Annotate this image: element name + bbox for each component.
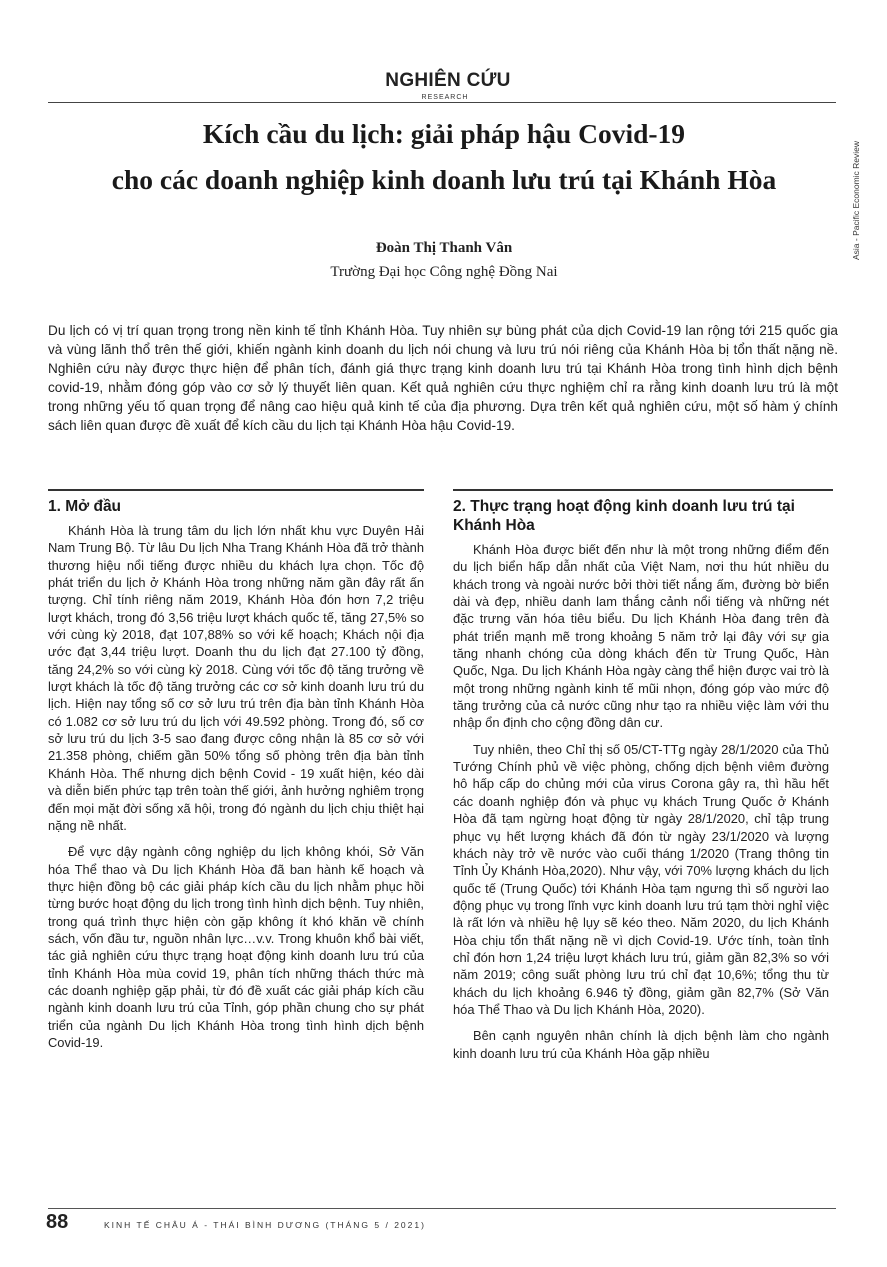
column-right — [453, 489, 829, 1062]
title-line-1: Kích cầu du lịch: giải pháp hậu Covid-19 — [202, 118, 686, 149]
paragraph: Khánh Hòa được biết đến như là một trong những điểm đến du lịch biển hấp dẫn nhất của Việt Nam, nơi thu hút nhiều du khách trong và ngoài nước bởi thời tiết nắng ấm, đường bờ biển dài và đẹp, nhiều danh lam thắng cảnh nổi tiếng và những nét đặc trưng văn hóa tiêu biểu. Du lịch Khánh Hòa đang trên đà phát triển mạnh mẽ trong khoảng 5 năm trở lại đây với sự gia tăng nhanh chóng của dòng khách đến từ Trung Quốc, Hàn Quốc, Nga. Du lịch Khánh Hòa ngày càng thể hiện được vai trò là một trong những ngành kinh tế mũi nhọn, đóng góp vào mức độ tăng trưởng của cả nước cũng như tạo ra nhiều việc làm với thu nhập ổn định cho cộng đồng dân cư. — [453, 542, 829, 731]
footer-journal-name: KINH TẾ CHÂU Á - THÁI BÌNH DƯƠNG (THÁNG 5 / 2021) — [104, 1220, 426, 1230]
author-name: Đoàn Thị Thanh Vân — [375, 240, 513, 256]
paragraph: Bên cạnh nguyên nhân chính là dịch bệnh làm cho ngành kinh doanh lưu trú của Khánh Hòa gặp nhiều — [453, 1028, 829, 1061]
page-number: 88 — [46, 1211, 69, 1233]
footer-rule — [48, 1208, 836, 1209]
title-line-2: cho các doanh nghiệp kinh doanh lưu trú tại Khánh Hòa — [111, 164, 777, 195]
author-affiliation: Trường Đại học Công nghệ Đồng Nai — [330, 264, 558, 280]
header-rule — [48, 102, 836, 103]
section-heading-intro: 1. Mở đầu — [48, 489, 424, 522]
paragraph: Để vực dậy ngành công nghiệp du lịch không khói, Sở Văn hóa Thể thao và Du lịch Khánh Hòa đã ban hành kế hoạch và thực hiện đồng bộ các giải pháp kích cầu du lịch nhằm phục hồi từng bước hoạt động du lịch trong tình hình dịch bệnh. Tuy nhiên, trong quá trình thực hiện còn gặp không ít khó khăn về chính sách, vốn đầu tư, nguồn nhân lực…v.v. Trong khuôn khổ bài viết, tác giả nghiên cứu thực trạng hoạt động kinh doanh lưu trú của tỉnh Khánh Hòa mùa covid 19, phân tích những thách thức mà các doanh nghiệp gặp phải, từ đó đề xuất các giải pháp kích cầu ngành kinh doanh lưu trú của Tỉnh, góp phần chung cho sự phát triển của ngành Du lịch Khánh Hòa trong tình hình dịch bệnh Covid-19. — [48, 844, 424, 1050]
paragraph: Tuy nhiên, theo Chỉ thị số 05/CT-TTg ngày 28/1/2020 của Thủ Tướng Chính phủ về việc phòng, chống dịch bệnh viêm đường hô hấp cấp do chủng mới của virus Corona gây ra, thì hầu hết các doanh nghiệp đón và phục vụ khách Trung Quốc ở Khánh Hòa đã tạm ngừng hoạt động từ ngày 28/1/2020, chỉ tập trung phục vụ hết lượng khách đã đón từ ngày 23/1/2020 và lượng khách này trở về nước vào cuối tháng 1/2020 (Trang thông tin Tỉnh Ủy Khánh Hòa,2020). Như vậy, với 70% lượng khách du lịch quốc tế (Trung Quốc) tới Khánh Hòa tạm ngưng thì số người lao động phục vụ trong lĩnh vực kinh doanh lưu trú tạm thời nghỉ việc là rất lớn và nhiều hệ lụy sẽ kéo theo. Năm 2020, du lịch Khánh Hòa chịu tổn thất nặng nề vì dịch Covid-19. Ước tính, toàn tỉnh chỉ đón hơn 1,24 triệu lượt khách lưu trú, giảm gần 82,3% so với năm 2019; công suất phòng lưu trú chỉ đạt 10,6%; tổng thu từ khách du lịch khoảng 6.946 tỷ đồng, giảm gần 82,7% (Sở Văn hóa Thể Thao và Du lịch Khánh Hòa, 2020). — [453, 741, 829, 1017]
side-journal-name: Asia - Pacific Economic Review — [851, 140, 861, 260]
article-title — [60, 111, 828, 203]
section-label: NGHIÊN CỨU — [385, 70, 511, 91]
section-heading-status: 2. Thực trạng hoạt động kinh doanh lưu trú tại Khánh Hòa — [453, 489, 833, 541]
paragraph: Khánh Hòa là trung tâm du lịch lớn nhất khu vực Duyên Hải Nam Trung Bộ. Từ lâu Du lịch Nha Trang Khánh Hòa đã trở thành thương hiệu nổi tiếng được nhiều du khách lựa chọn. Tốc độ phát triển du lịch ở Khánh Hòa trong những năm gần đây rất ấn tượng. Chỉ tính riêng năm 2019, Khánh Hòa đón hơn 7,2 triệu lượt khách, trong đó 3,56 triệu lượt khách quốc tế, tăng 27,5% so với cùng kỳ 2018, đạt 107,88% so với kế hoạch; Khách nội địa ước đạt 3,44 triệu lượt. Doanh thu du lịch đạt 27.100 tỷ đồng, tăng 24,2% so với cùng kỳ 2018. Cùng với tốc độ tăng trưởng về lượt khách là tốc độ tăng trưởng các cơ sở kinh doanh lưu trú du lịch. Hiện nay tổng số cơ sở lưu trú trên địa bàn tỉnh Khánh Hòa có 1.082 cơ sở lưu trú du lịch với 49.592 phòng. Trong đó, số cơ sở lưu trú du lịch 3-5 sao đang được công nhận là 85 cơ sở với 21.358 phòng, chiếm gần 50% tổng số phòng trên địa bàn tỉnh Khánh Hòa. Thế nhưng dịch bệnh Covid - 19 xuất hiện, kéo dài và diễn biến phức tạp trên toàn thế giới, ảnh hưởng nghiêm trọng đến mọi mặt đời sống xã hội, trong đó ngành du lịch chịu thiệt hại nặng nề nhất. — [48, 523, 424, 833]
column-left — [48, 489, 424, 1051]
abstract: Du lịch có vị trí quan trọng trong nền kinh tế tỉnh Khánh Hòa. Tuy nhiên sự bùng phát của dịch Covid-19 lan rộng tới 215 quốc gia và vùng lãnh thổ trên thế giới, khiến ngành kinh doanh du lịch nói chung và lưu trú nói riêng của Khánh Hòa bị tổn thất nặng nề. Nghiên cứu này được thực hiện để phân tích, đánh giá thực trạng kinh doanh lưu trú tại Khánh Hòa trong tình hình dịch bệnh covid-19, nhằm đóng góp vào cơ sở lý thuyết liên quan. Kết quả nghiên cứu thực nghiệm chỉ ra rằng kinh doanh lưu trú là một trong những yếu tố quan trọng để nâng cao hiệu quả kinh tế của địa phương. Dựa trên kết quả nghiên cứu, một số hàm ý chính sách liên quan được đề xuất để kích cầu du lịch tại Khánh Hòa hậu Covid-19. — [48, 323, 838, 434]
section-sublabel: RESEARCH — [421, 94, 469, 101]
